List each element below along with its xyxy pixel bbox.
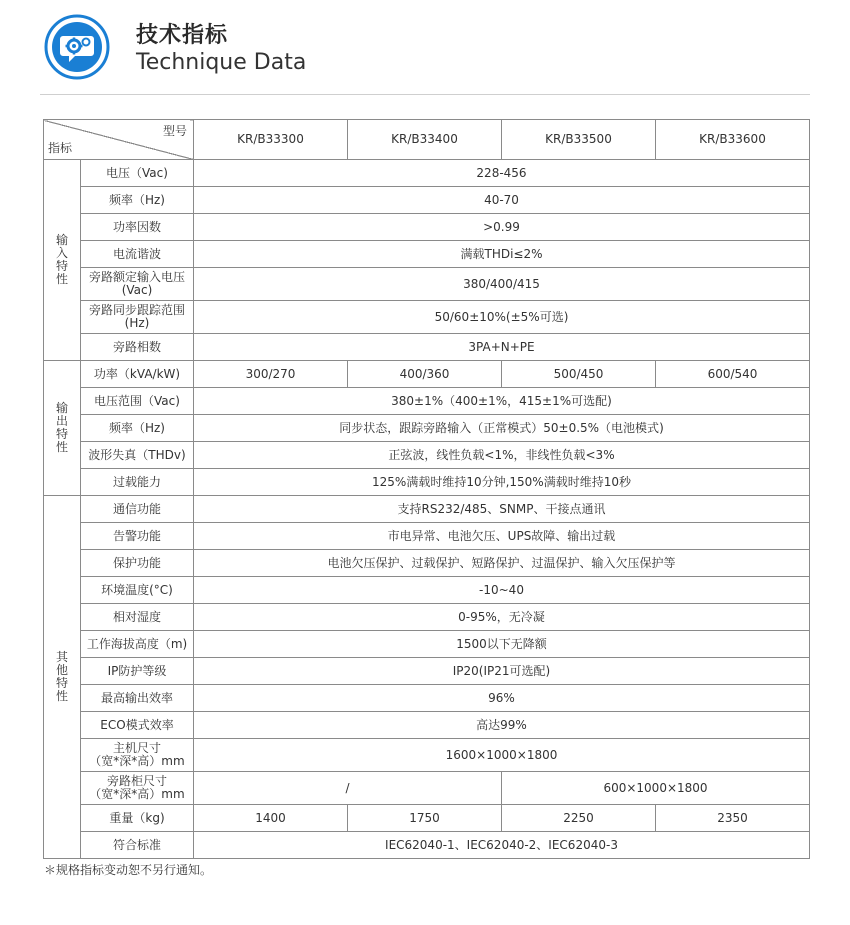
row-label <box>81 268 194 301</box>
page-title: 技术指标 <box>136 23 229 48</box>
row-label: 过载能力 <box>81 469 194 496</box>
row-value: 支持RS232/485、SNMP、干接点通讯 <box>194 496 810 523</box>
table-row <box>44 268 810 301</box>
table-row <box>44 334 810 361</box>
row-label-line: 旁路柜尺寸 <box>106 774 167 788</box>
row-label-line: 主机尺寸 <box>112 741 161 755</box>
table-row <box>44 241 810 268</box>
model-header: KR/B33300 <box>194 120 348 160</box>
row-value: -10~40 <box>194 577 810 604</box>
corner-spec-label: 指标 <box>48 141 73 155</box>
header-divider <box>40 94 810 95</box>
row-value: 市电异常、电池欠压、UPS故障、输出过载 <box>194 523 810 550</box>
row-label: 旁路相数 <box>81 334 194 361</box>
table-row <box>44 415 810 442</box>
row-label: 通信功能 <box>81 496 194 523</box>
row-value: 正弦波，线性负载<1%，非线性负载<3% <box>194 442 810 469</box>
row-label: 符合标准 <box>81 832 194 859</box>
row-label: 电压（Vac) <box>81 160 194 187</box>
row-label: 环境温度(°C) <box>81 577 194 604</box>
row-value: 满载THDi≤2% <box>194 241 810 268</box>
table-row <box>44 523 810 550</box>
row-label-line: （宽*深*高）mm <box>89 787 185 801</box>
table-row <box>44 685 810 712</box>
row-label: 告警功能 <box>81 523 194 550</box>
table-row <box>44 577 810 604</box>
row-value: 0-95%，无冷凝 <box>194 604 810 631</box>
row-label: 重量（kg) <box>81 805 194 832</box>
row-label <box>81 739 194 772</box>
spec-table <box>43 119 810 859</box>
row-value: 2250 <box>502 805 656 832</box>
model-header: KR/B33500 <box>502 120 656 160</box>
row-label: 功率因数 <box>81 214 194 241</box>
table-row <box>44 739 810 772</box>
row-value: / <box>194 772 502 805</box>
table-row <box>44 187 810 214</box>
row-label: 工作海拔高度（m) <box>81 631 194 658</box>
row-label-line: （宽*深*高）mm <box>89 754 185 768</box>
table-row <box>44 712 810 739</box>
table-row <box>44 496 810 523</box>
row-label: 电流谐波 <box>81 241 194 268</box>
row-label: 频率（Hz) <box>81 187 194 214</box>
table-row <box>44 550 810 577</box>
row-label: 保护功能 <box>81 550 194 577</box>
row-value: 40-70 <box>194 187 810 214</box>
group-input-text: 输入特性 <box>55 233 68 286</box>
group-other-label <box>44 496 81 859</box>
gear-chat-icon <box>44 14 110 80</box>
row-value: 电池欠压保护、过载保护、短路保护、过温保护、输入欠压保护等 <box>194 550 810 577</box>
row-label: ECO模式效率 <box>81 712 194 739</box>
row-label <box>81 301 194 334</box>
table-row <box>44 214 810 241</box>
group-input-label <box>44 160 81 361</box>
group-output-text: 输出特性 <box>55 401 68 454</box>
group-output-label <box>44 361 81 496</box>
row-value: 高达99% <box>194 712 810 739</box>
model-header: KR/B33400 <box>348 120 502 160</box>
table-row <box>44 832 810 859</box>
page-subtitle: Technique Data <box>136 50 307 75</box>
row-value: 600/540 <box>656 361 810 388</box>
row-value: IP20(IP21可选配) <box>194 658 810 685</box>
row-value: IEC62040-1、IEC62040-2、IEC62040-3 <box>194 832 810 859</box>
row-label: 功率（kVA/kW) <box>81 361 194 388</box>
row-label-line: (Hz) <box>124 316 150 330</box>
table-row <box>44 604 810 631</box>
table-row <box>44 469 810 496</box>
row-value: 1400 <box>194 805 348 832</box>
row-value: 380/400/415 <box>194 268 810 301</box>
row-label: 电压范围（Vac) <box>81 388 194 415</box>
row-value: 1750 <box>348 805 502 832</box>
row-value: 400/360 <box>348 361 502 388</box>
row-label-line: (Vac) <box>121 283 153 297</box>
row-label: IP防护等级 <box>81 658 194 685</box>
table-row <box>44 388 810 415</box>
table-row <box>44 160 810 187</box>
row-value: 96% <box>194 685 810 712</box>
row-value: 2350 <box>656 805 810 832</box>
table-row <box>44 805 810 832</box>
corner-model-label: 型号 <box>162 124 187 138</box>
footnote: ＊规格指标变动恕不另行通知。 <box>44 863 213 877</box>
row-value: 同步状态，跟踪旁路输入（正常模式）50±0.5%（电池模式) <box>194 415 810 442</box>
table-row <box>44 442 810 469</box>
row-value: 50/60±10%(±5%可选) <box>194 301 810 334</box>
row-value: 600×1000×1800 <box>502 772 810 805</box>
page-header <box>40 8 810 94</box>
row-value: 300/270 <box>194 361 348 388</box>
model-header: KR/B33600 <box>656 120 810 160</box>
table-row <box>44 772 810 805</box>
row-value: 125%满载时维持10分钟,150%满载时维持10秒 <box>194 469 810 496</box>
row-label-line: 旁路额定输入电压 <box>88 270 185 284</box>
row-label: 波形失真（THDv) <box>81 442 194 469</box>
row-value: 1600×1000×1800 <box>194 739 810 772</box>
row-label: 相对湿度 <box>81 604 194 631</box>
row-value: 3PA+N+PE <box>194 334 810 361</box>
table-header-row <box>44 120 810 160</box>
row-label: 最高输出效率 <box>81 685 194 712</box>
row-value: >0.99 <box>194 214 810 241</box>
table-row <box>44 361 810 388</box>
row-value: 1500以下无降额 <box>194 631 810 658</box>
row-label: 频率（Hz) <box>81 415 194 442</box>
row-label-line: 旁路同步跟踪范围 <box>88 303 185 317</box>
table-row <box>44 658 810 685</box>
row-value: 228-456 <box>194 160 810 187</box>
row-label <box>81 772 194 805</box>
row-value: 380±1%（400±1%，415±1%可选配) <box>194 388 810 415</box>
table-row <box>44 301 810 334</box>
corner-cell <box>44 120 194 160</box>
group-other-text: 其他特性 <box>55 650 68 703</box>
table-row <box>44 631 810 658</box>
row-value: 500/450 <box>502 361 656 388</box>
